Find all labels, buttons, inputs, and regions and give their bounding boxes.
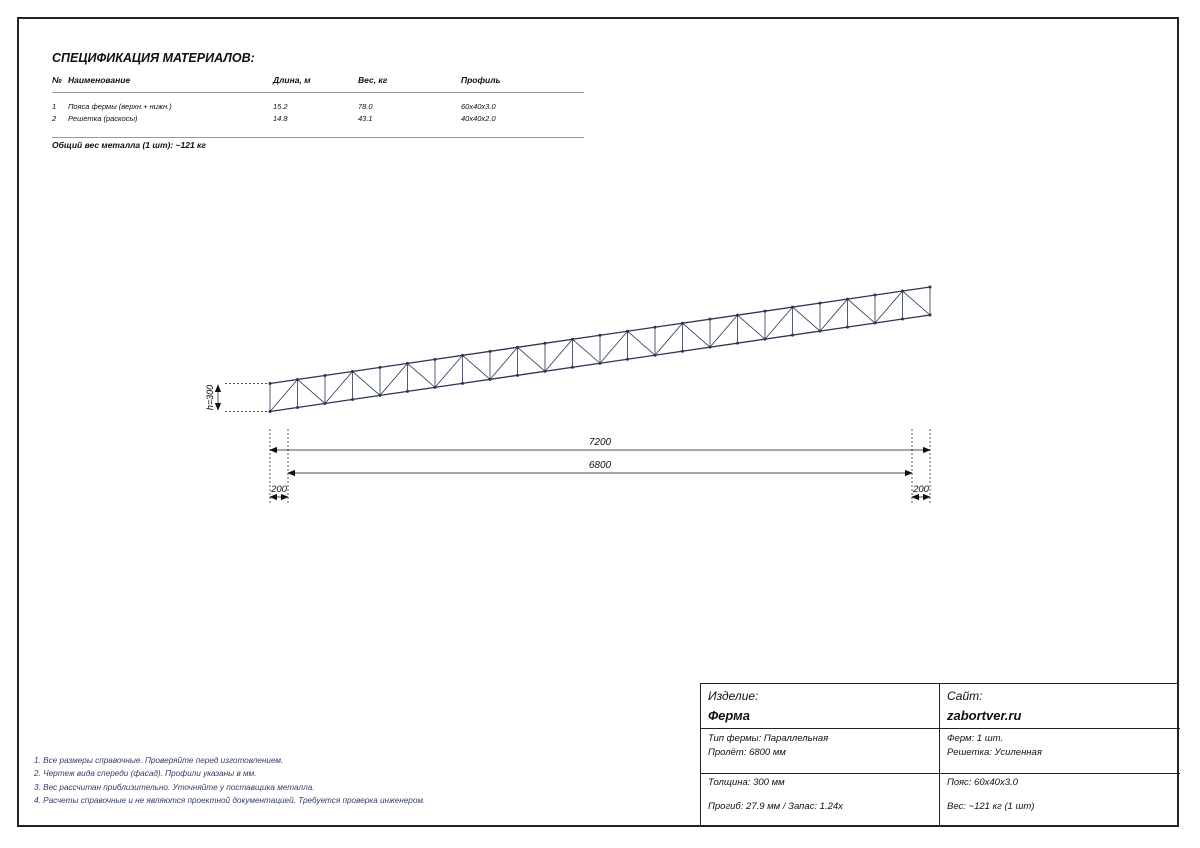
truss-node bbox=[901, 318, 904, 321]
truss-span: Пролёт: 6800 мм bbox=[708, 747, 786, 758]
site-label: Сайт: bbox=[947, 689, 983, 703]
truss-node bbox=[434, 358, 437, 361]
truss-node bbox=[819, 302, 822, 305]
truss-diagonal bbox=[848, 299, 876, 323]
truss-node bbox=[874, 294, 877, 297]
truss-node bbox=[296, 378, 299, 381]
row-name: Пояса фермы (верхн.+ нижн.) bbox=[68, 102, 172, 111]
truss-node bbox=[489, 378, 492, 381]
truss-node bbox=[764, 310, 767, 313]
truss-node bbox=[461, 382, 464, 385]
truss-node bbox=[571, 366, 574, 369]
truss-diagonal bbox=[270, 379, 298, 411]
row-length: 15.2 bbox=[273, 102, 288, 111]
truss-node bbox=[351, 370, 354, 373]
truss-node bbox=[736, 314, 739, 317]
row-profile: 40x40x2.0 bbox=[461, 114, 496, 123]
row-name: Решетка (раскосы) bbox=[68, 114, 138, 123]
truss-diagonal bbox=[628, 331, 656, 355]
truss-node bbox=[544, 342, 547, 345]
truss-node bbox=[351, 398, 354, 401]
spec-total-weight: Общий вес металла (1 шт): ~121 кг bbox=[52, 140, 206, 150]
truss-diagonal bbox=[573, 339, 601, 363]
truss-node bbox=[324, 402, 327, 405]
lattice-type: Решетка: Усиленная bbox=[947, 747, 1042, 758]
row-length: 14.8 bbox=[273, 114, 288, 123]
note-item: 4. Расчеты справочные и не являются проектной документацией. Требуется проверка инженером. bbox=[34, 795, 426, 805]
note-item: 1. Все размеры справочные. Проверяйте перед изготовлением. bbox=[34, 756, 284, 765]
truss-node bbox=[929, 314, 932, 317]
truss-node bbox=[846, 298, 849, 301]
truss-node bbox=[791, 306, 794, 309]
header-length: Длина, м bbox=[273, 75, 311, 85]
truss-thickness: Толщина: 300 мм bbox=[708, 777, 785, 788]
note-item: 3. Вес рассчитан приблизительно. Уточняйте у поставщика металла. bbox=[34, 782, 315, 792]
truss-diagonal bbox=[325, 371, 353, 403]
truss-diagonal bbox=[820, 299, 848, 331]
dim-left-label: 200 bbox=[271, 484, 287, 495]
truss-node bbox=[654, 326, 657, 329]
header-weight: Вес, кг bbox=[358, 75, 388, 85]
truss-node bbox=[489, 350, 492, 353]
dimension-lines bbox=[270, 450, 930, 497]
row-profile: 60x40x3.0 bbox=[461, 102, 496, 111]
truss-node bbox=[681, 322, 684, 325]
dim-span-label: 6800 bbox=[588, 460, 612, 471]
truss-node bbox=[819, 330, 822, 333]
truss-node bbox=[434, 386, 437, 389]
truss-diagonal bbox=[655, 323, 683, 355]
spec-title: СПЕЦИФИКАЦИЯ МАТЕРИАЛОВ: bbox=[52, 51, 255, 65]
truss-type: Тип фермы: Параллельная bbox=[708, 733, 829, 744]
truss-node bbox=[599, 362, 602, 365]
truss-node bbox=[516, 346, 519, 349]
truss-diagonal bbox=[435, 355, 463, 387]
truss-diagonal bbox=[518, 347, 546, 371]
truss-diagonal bbox=[875, 291, 903, 323]
truss-node bbox=[626, 330, 629, 333]
truss-diagonal bbox=[408, 363, 436, 387]
truss-node bbox=[406, 390, 409, 393]
truss-diagonal bbox=[545, 339, 573, 371]
truss-node bbox=[544, 370, 547, 373]
site-value: zabortver.ru bbox=[947, 708, 1022, 723]
truss-diagonal bbox=[793, 307, 821, 331]
row-weight: 43.1 bbox=[358, 114, 373, 123]
note-item: 2. Чертеж вида спереди (фасад). Профили указаны в мм. bbox=[34, 769, 257, 779]
truss-node bbox=[709, 346, 712, 349]
truss-diagonal bbox=[298, 379, 326, 403]
truss-node bbox=[681, 350, 684, 353]
truss-node bbox=[296, 406, 299, 409]
product-label: Изделие: bbox=[708, 689, 759, 703]
truss-node bbox=[791, 334, 794, 337]
truss-diagonal bbox=[765, 307, 793, 339]
truss-node bbox=[846, 326, 849, 329]
header-name: Наименование bbox=[68, 75, 131, 85]
truss-diagonal bbox=[353, 371, 381, 395]
truss-count: Ферм: 1 шт. bbox=[947, 733, 1004, 744]
product-value: Ферма bbox=[708, 708, 750, 723]
truss-lattice bbox=[270, 287, 930, 412]
truss-node bbox=[461, 354, 464, 357]
truss-node bbox=[599, 334, 602, 337]
truss-diagonal bbox=[683, 323, 711, 347]
truss-diagonal bbox=[903, 291, 931, 315]
truss-node bbox=[379, 366, 382, 369]
chord-profile: Пояс: 60x40x3.0 bbox=[947, 777, 1018, 788]
truss-node bbox=[654, 354, 657, 357]
truss-diagonal bbox=[463, 355, 491, 379]
truss-node bbox=[764, 338, 767, 341]
dim-total-label: 7200 bbox=[588, 437, 612, 448]
notes bbox=[34, 754, 425, 807]
dim-right-label: 200 bbox=[913, 484, 929, 495]
truss-node bbox=[324, 374, 327, 377]
truss-node bbox=[571, 338, 574, 341]
title-block bbox=[700, 683, 1179, 827]
header-profile: Профиль bbox=[461, 75, 501, 85]
row-no: 2 bbox=[52, 114, 57, 123]
deflection: Прогиб: 27.9 мм / Запас: 1.24x bbox=[708, 801, 843, 812]
truss-diagonal bbox=[380, 363, 408, 395]
truss-node bbox=[379, 394, 382, 397]
truss-node bbox=[736, 342, 739, 345]
truss-node bbox=[929, 286, 932, 289]
height-label: h=300 bbox=[205, 384, 215, 411]
header-no: № bbox=[52, 75, 62, 85]
row-no: 1 bbox=[52, 102, 57, 111]
truss-diagonal bbox=[710, 315, 738, 347]
total-weight: Вес: ~121 кг (1 шт) bbox=[947, 801, 1035, 812]
truss-diagonal bbox=[600, 331, 628, 363]
row-weight: 78.0 bbox=[358, 102, 373, 111]
truss-node bbox=[626, 358, 629, 361]
truss-node bbox=[516, 374, 519, 377]
truss-diagonal bbox=[490, 347, 518, 379]
truss-node bbox=[901, 290, 904, 293]
truss-node bbox=[709, 318, 712, 321]
height-dimension bbox=[218, 384, 270, 412]
truss-node bbox=[406, 362, 409, 365]
truss-diagonal bbox=[738, 315, 766, 339]
truss-node bbox=[874, 322, 877, 325]
